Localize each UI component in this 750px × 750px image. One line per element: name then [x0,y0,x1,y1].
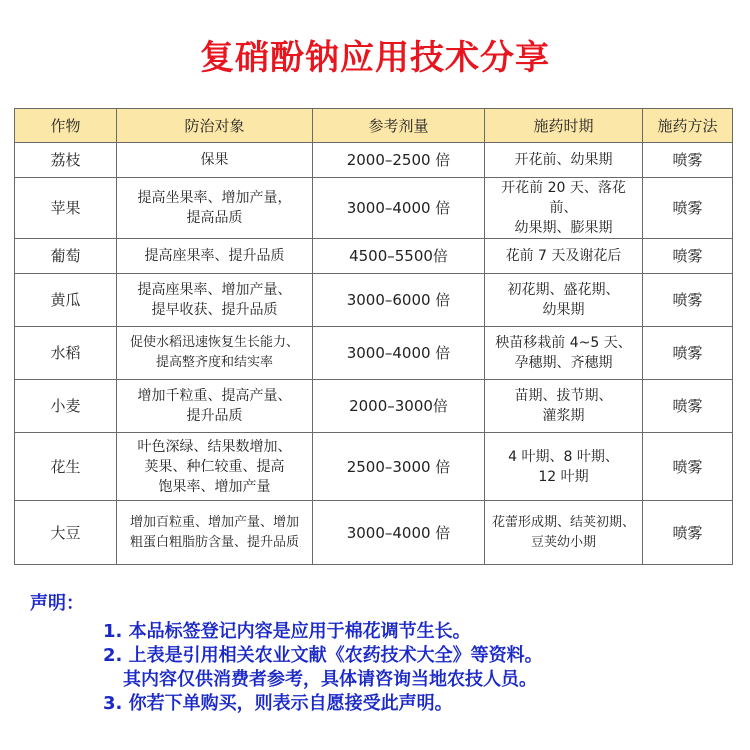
crop-cell: 苹果 [15,178,117,239]
disclaimer-line: 3. 你若下单购买，则表示自愿接受此声明。 [103,693,453,714]
timing-line: 花蕾形成期、结荚初期、 [491,514,635,530]
table-row [15,274,733,327]
dose-cell: 3000–4000 倍 [313,327,485,380]
table-row [15,239,733,274]
header-effect: 防治对象 [117,109,313,143]
table-row [15,327,733,380]
crop-cell: 小麦 [15,380,117,433]
effect-line: 促使水稻迅速恢复生长能力、 [129,335,299,350]
page-title: 复硝酚钠应用技术分享 [200,38,550,78]
effect-line: 增加百粒重、增加产量、增加 [129,514,299,530]
disclaimer-line: 1. 本品标签登记内容是应用于棉花调节生长。 [103,621,471,642]
dose-cell: 2500–3000 倍 [313,433,485,501]
timing-line: 初花期、盛花期、 [507,282,620,298]
timing-line: 幼果期 [542,302,585,318]
dose-cell: 3000–4000 倍 [313,178,485,239]
method-cell: 喷雾 [643,433,733,501]
header-method: 施药方法 [643,109,733,143]
timing-cell [485,327,643,380]
disclaimer-line: 其内容仅供消费者参考，具体请咨询当地农技人员。 [123,669,537,690]
method-cell: 喷雾 [643,239,733,274]
crop-cell: 花生 [15,433,117,501]
dose-cell: 3000–4000 倍 [313,501,485,565]
header-timing: 施药时期 [485,109,643,143]
effect-line: 提高坐果率、增加产量， [137,190,292,206]
effect-line: 增加千粒重、提高产量、 [137,388,292,404]
dose-cell: 2000–3000倍 [313,380,485,433]
timing-line: 4 叶期、8 叶期、 [508,448,619,465]
timing-line: 幼果期、膨果期 [514,220,613,236]
table-row [15,178,733,239]
effect-line: 荚果、种仁较重、提高 [144,458,285,475]
disclaimer-section [30,592,730,716]
timing-cell [485,380,643,433]
effect-cell [117,239,313,274]
timing-line: 秧苗移栽前 4~5 天、 [495,335,632,351]
timing-line: 花前 7 天及谢花后 [505,248,622,264]
table-row [15,433,733,501]
dose-cell: 4500–5500倍 [313,239,485,274]
effect-cell [117,501,313,565]
effect-cell [117,274,313,327]
timing-line: 苗期、拔节期、 [514,388,613,404]
effect-line: 提高座果率、增加产量、 [137,282,292,298]
timing-cell [485,143,643,178]
crop-cell: 水稻 [15,327,117,380]
timing-cell [485,239,643,274]
crop-cell: 大豆 [15,501,117,565]
effect-line: 粗蛋白粗脂肪含量、提升品质 [129,534,299,550]
effect-cell [117,380,313,433]
method-cell: 喷雾 [643,178,733,239]
effect-cell [117,143,313,178]
timing-cell [485,501,643,565]
method-cell: 喷雾 [643,380,733,433]
effect-line: 提高座果率、提升品质 [144,248,285,264]
method-cell: 喷雾 [643,327,733,380]
effect-line: 提升品质 [186,408,243,424]
table-row [15,143,733,178]
header-crop: 作物 [15,109,117,143]
effect-line: 饱果率、增加产量 [158,478,271,495]
timing-line: 豆荚幼小期 [530,534,596,550]
effect-line: 提早收获、提升品质 [151,302,278,318]
effect-line: 保果 [200,152,229,168]
timing-line: 开花前、幼果期 [514,152,613,168]
dose-cell: 2000–2500 倍 [313,143,485,178]
dose-cell: 3000–6000 倍 [313,274,485,327]
table-row [15,380,733,433]
table-row [15,501,733,565]
disclaimer-line: 2. 上表是引用相关农业文献《农药技术大全》等资料。 [103,645,543,666]
method-cell: 喷雾 [643,501,733,565]
disclaimer-label: 声明： [30,593,84,614]
timing-cell [485,274,643,327]
timing-line: 开花前 20 天、落花前、 [501,180,626,216]
effect-cell [117,178,313,239]
method-cell: 喷雾 [643,274,733,327]
effect-line: 提高品质 [186,210,243,226]
effect-line: 提高整齐度和结实率 [155,355,273,370]
timing-line: 孕穗期、齐穗期 [514,355,613,371]
header-dose: 参考剂量 [313,109,485,143]
crop-cell: 荔枝 [15,143,117,178]
crop-application-table [14,108,733,565]
method-cell: 喷雾 [643,143,733,178]
crop-cell: 黄瓜 [15,274,117,327]
table-header-row [15,109,733,143]
effect-cell [117,433,313,501]
timing-cell [485,433,643,501]
timing-line: 12 叶期 [538,468,589,485]
effect-line: 叶色深绿、结果数增加、 [137,438,292,455]
timing-cell [485,178,643,239]
timing-line: 灌浆期 [542,408,585,424]
crop-cell: 葡萄 [15,239,117,274]
effect-cell [117,327,313,380]
